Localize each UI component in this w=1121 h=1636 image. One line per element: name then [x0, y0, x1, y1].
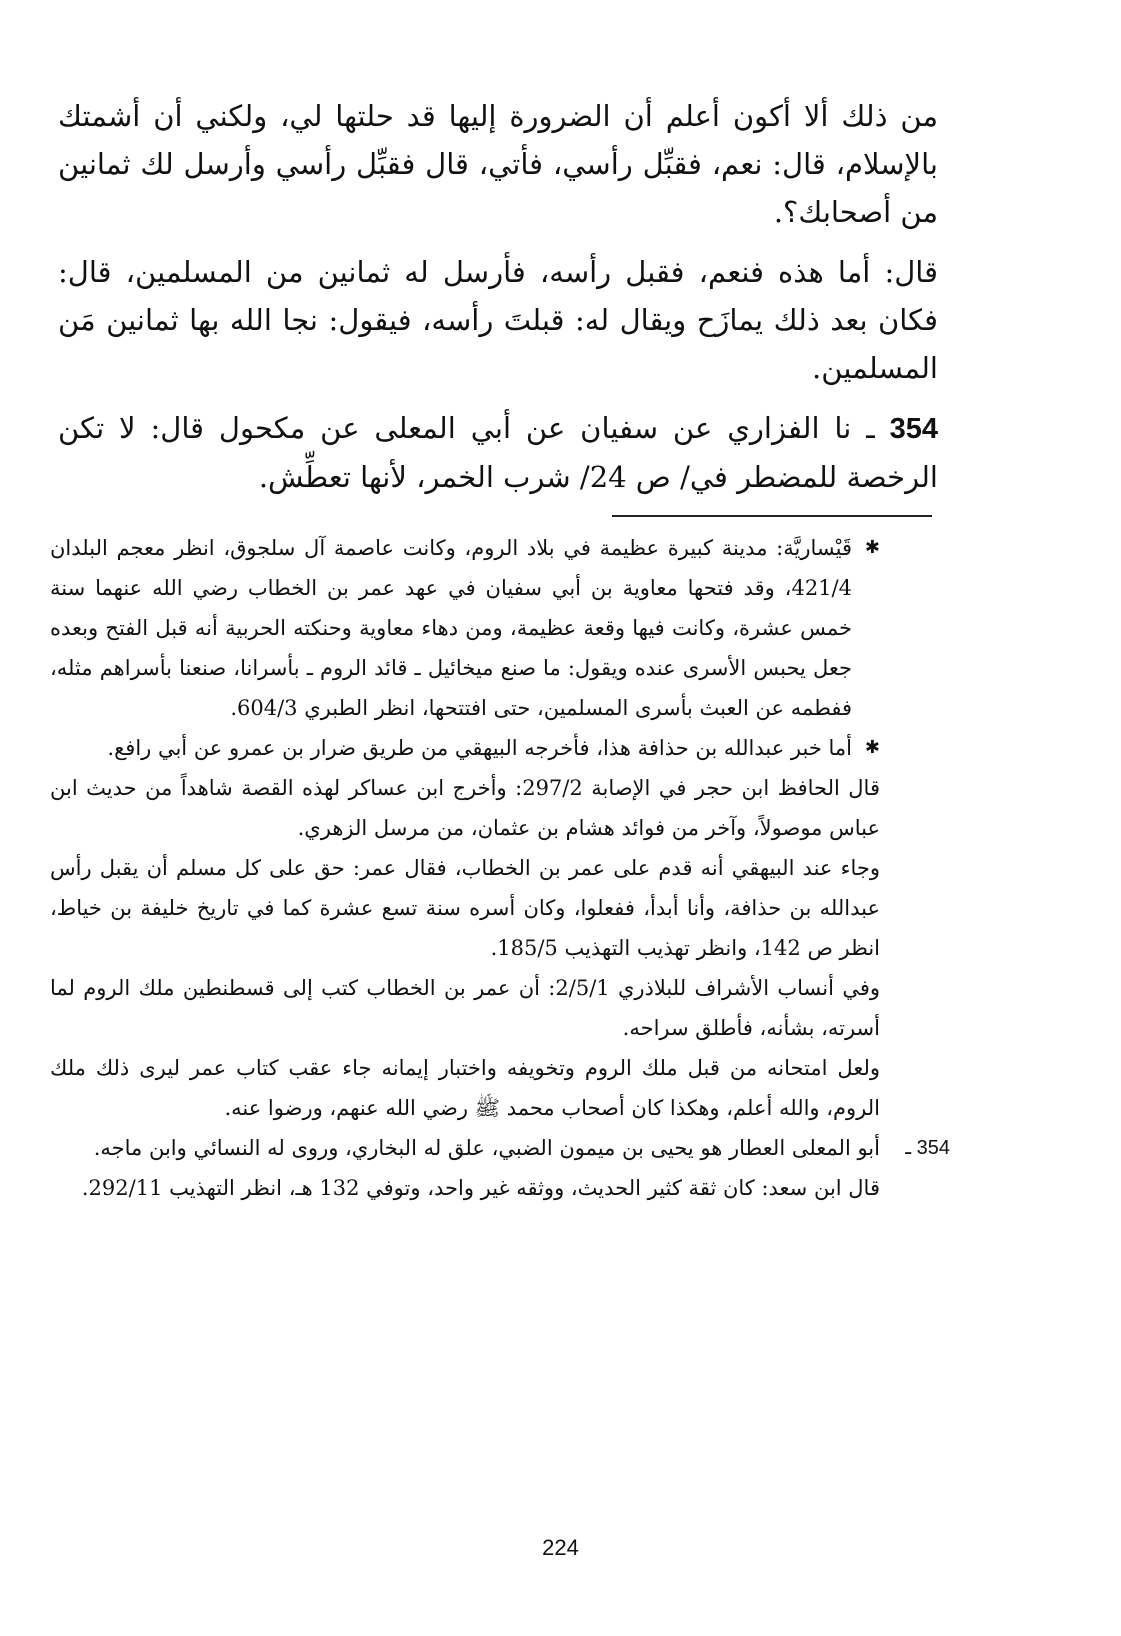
footnote-baladhuri: وفي أنساب الأشراف للبلاذري 2/5/1: أن عمر بن الخطاب كتب إلى قسطنطين ملك الروم لما أسرته، بشأنه، فأطلق سراحه.: [50, 976, 880, 1040]
footnotes: [50, 528, 950, 1208]
footnote-ibn-hajar: قال الحافظ ابن حجر في الإصابة 297/2: وأخرج ابن عساكر لهذه القصة شاهداً من حديث ابن عباس موصولاً، وآخر من فوائد هشام بن عثمان، من مرسل الزهري.: [50, 776, 880, 840]
hadith-text: ـ نا الفزاري عن سفيان عن أبي المعلى عن مكحول قال: لا تكن الرخصة للمضطر في/ ص 24/ شرب الخمر، لأنها تعطِّش.: [58, 411, 938, 494]
footnote-354: [50, 1128, 950, 1168]
footnote-divider: [612, 515, 932, 517]
footnote-abdullah-hudhafa: ✱ أما خبر عبدالله بن حذافة هذا، فأخرجه البيهقي من طريق ضرار بن عمرو عن أبي رافع.: [50, 728, 880, 768]
footnote-ibn-saad: قال ابن سعد: كان ثقة كثير الحديث، ووثقه غير واحد، وتوفي 132 هـ، انظر التهذيب 292/11.: [81, 1176, 880, 1200]
footnote-bayhaqi: وجاء عند البيهقي أنه قدم على عمر بن الخطاب، فقال عمر: حق على كل مسلم أن يقبل رأس عبدالله بن حذافة، وأنا أبدأ، ففعلوا، وكان أسره سنة تسع عشرة كما في تاريخ خليفة بن خياط، انظر ص 142، وانظر تهذيب التهذيب 185/5.: [50, 856, 880, 960]
main-text: [58, 92, 938, 513]
footnote-conclusion: ولعل امتحانه من قبل ملك الروم وتخويفه واختبار إيمانه جاء عقب كتاب عمر ليرى ذلك ملك الروم، والله أعلم، وهكذا كان أصحاب محمد ﷺ رضي الله عنهم، ورضوا عنه.: [50, 1056, 880, 1120]
page-number: 224: [542, 1535, 579, 1560]
footnote-354-text: أبو المعلى العطار هو يحيى بن ميمون الضبي، علق له البخاري، وروى له النسائي وابن ماجه.: [93, 1136, 880, 1160]
footnote-number: 354 ـ: [905, 1137, 950, 1159]
footnote-caesarea: ✱ قَيْساريَّة: مدينة كبيرة عظيمة في بلاد الروم، وكانت عاصمة آل سلجوق، انظر معجم البلدان 421/4، وقد فتحها معاوية بن أبي سفيان في عهد عمر بن الخطاب رضي الله عنهما سنة خمس عشرة، وكانت فيها وقعة عظيمة، ومن دهاء معاوية وحنكته الحربية أنه قبل الفتح وبعده جعل يحبس الأسرى عنده ويقول: ما صنع ميخائيل ـ قائد الروم ـ بأسرانا، صنعنا بأسراهم مثله، ففطمه عن العبث بأسرى المسلمين، حتى افتتحها، انظر الطبري 604/3.: [50, 528, 880, 728]
main-paragraph-2: قال: أما هذه فنعم، فقبل رأسه، فأرسل له ثمانين من المسلمين، قال: فكان بعد ذلك يمازَح ويقال له: قبلتَ رأسه، فيقول: نجا الله بها ثمانين مَن المسلمين.: [58, 255, 938, 385]
main-paragraph-1: من ذلك ألا أكون أعلم أن الضرورة إليها قد حلتها لي، ولكني أن أشمتك بالإسلام، قال: نعم، فقبِّل رأسي، فأتي، قال فقبِّل رأسي وأرسل لك ثمانين من أصحابك؟.: [58, 99, 938, 229]
main-paragraph-3: [58, 404, 938, 501]
hadith-number: 354: [889, 413, 938, 445]
